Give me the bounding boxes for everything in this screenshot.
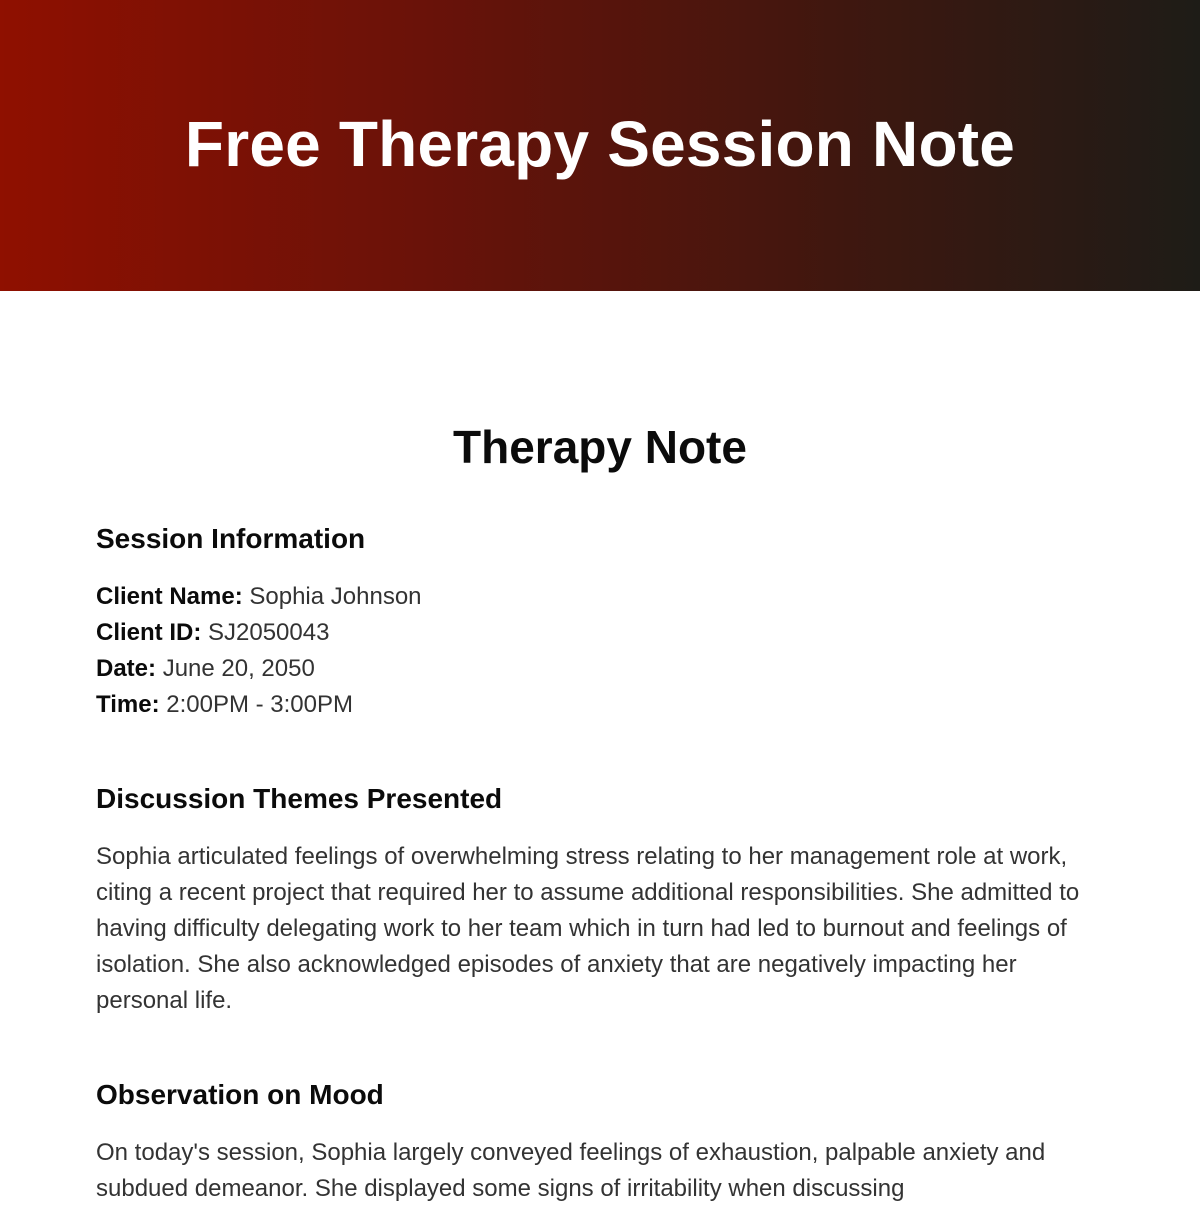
observation-mood-section bbox=[96, 1077, 1104, 1207]
client-id-row bbox=[96, 615, 1104, 651]
client-name-label: Client Name: bbox=[96, 583, 243, 610]
date-label: Date: bbox=[96, 655, 157, 682]
discussion-themes-section bbox=[96, 781, 1104, 1019]
date-row bbox=[96, 651, 1104, 687]
session-information-section bbox=[96, 521, 1104, 723]
client-name-value: Sophia Johnson bbox=[249, 583, 422, 610]
date-value: June 20, 2050 bbox=[162, 655, 315, 682]
discussion-themes-heading: Discussion Themes Presented bbox=[96, 783, 503, 814]
document-title: Therapy Note bbox=[453, 421, 747, 473]
time-value: 2:00PM - 3:00PM bbox=[166, 691, 353, 718]
time-label: Time: bbox=[96, 691, 160, 718]
discussion-themes-text: Sophia articulated feelings of overwhelming stress relating to her management role at work, citing a recent project that required her to assume additional responsibilities. She admitted to having difficulty delegating work to her team which in turn had led to burnout and feelings of isolation. She also acknowledged episodes of anxiety that are negatively impacting her personal life. bbox=[96, 843, 1080, 1014]
time-row bbox=[96, 687, 1104, 723]
observation-mood-text: On today's session, Sophia largely conveyed feelings of exhaustion, palpable anxiety and subdued demeanor. She displayed some signs of irritability when discussing bbox=[96, 1139, 1046, 1202]
observation-mood-heading: Observation on Mood bbox=[96, 1079, 384, 1110]
client-id-value: SJ2050043 bbox=[208, 619, 330, 646]
client-id-label: Client ID: bbox=[96, 619, 202, 646]
session-info-list bbox=[96, 579, 1104, 723]
banner-title: Free Therapy Session Note bbox=[184, 107, 1016, 180]
client-name-row bbox=[96, 579, 1104, 615]
session-information-heading: Session Information bbox=[96, 523, 366, 554]
document-body bbox=[96, 291, 1104, 1207]
header-banner bbox=[0, 0, 1200, 291]
